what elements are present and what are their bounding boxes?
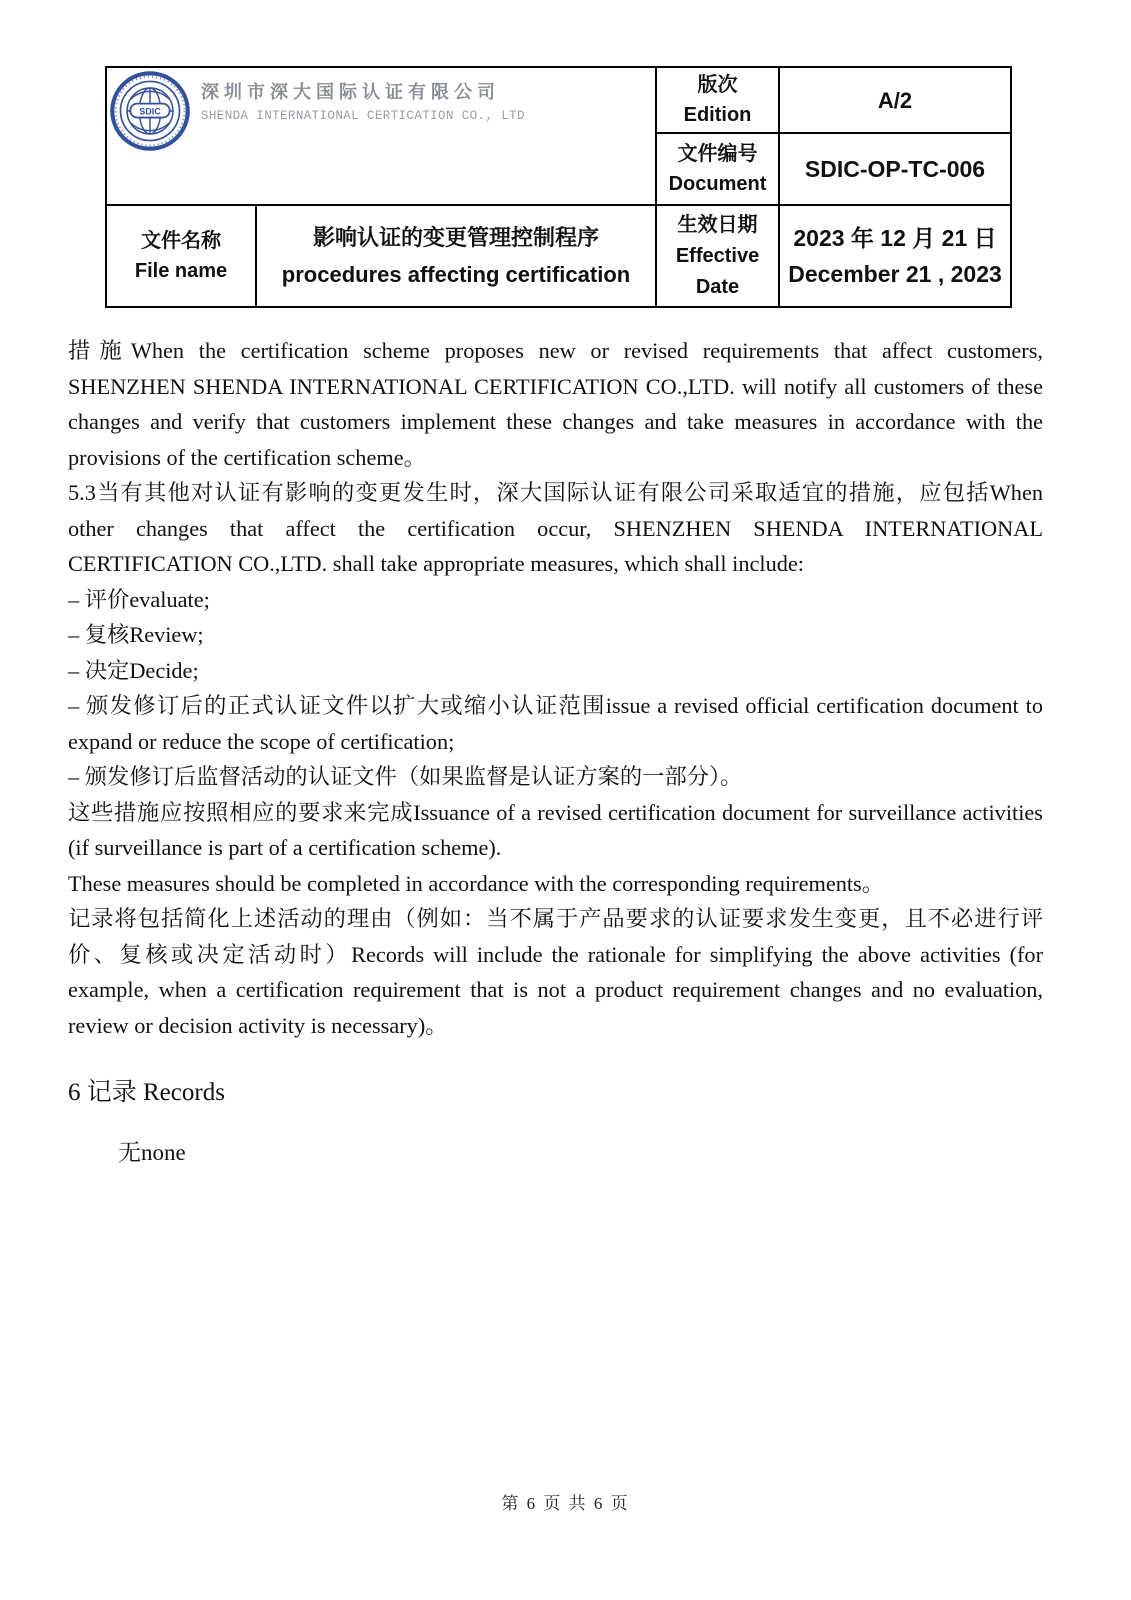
- effective-date-label-cn: 生效日期: [677, 213, 758, 236]
- document-number-value: [779, 133, 1011, 205]
- company-logo-cell: [106, 67, 656, 205]
- document-body: [68, 333, 1043, 1167]
- document-header-table: [105, 66, 1012, 308]
- bullet-review: – 复核Review;: [68, 622, 204, 647]
- file-name-label-en: File name: [134, 260, 228, 282]
- paragraph-5-3: 5.3当有其他对认证有影响的变更发生时，深大国际认证有限公司采取适宜的措施，应包括When other changes that affect the certification occur, SHENZHEN SHENDA INTERNATIONAL CERTIFICATION CO.,LTD. shall take appropriate measures, which shall include:: [68, 480, 1043, 576]
- paragraph-records-rationale: 记录将包括简化上述活动的理由（例如：当不属于产品要求的认证要求发生变更，且不必进行评价、复核或决定活动时）Records will include the rationale for simplifying the above activities (for example, when a certification requirement that is not a product requirement changes and no evaluation, review or decision activity is necessary)。: [68, 906, 1043, 1038]
- effective-date-label: [656, 205, 779, 307]
- effective-date-label-en1: Effective: [675, 244, 760, 267]
- bullet-issue-revised-document: – 颁发修订后的正式认证文件以扩大或缩小认证范围issue a revised official certification document to expand or reduce the scope of certification;: [68, 693, 1043, 754]
- company-names: [201, 70, 525, 123]
- file-name-value-en: procedures affecting certification: [281, 262, 631, 287]
- paragraph-measures-completed: These measures should be completed in accordance with the corresponding requirements。: [68, 870, 885, 896]
- file-name-value: [256, 205, 656, 307]
- edition-value-text: A/2: [877, 87, 913, 113]
- effective-date-value-en: December 21 , 2023: [788, 261, 1002, 287]
- document-number-label-en: Document: [668, 173, 767, 195]
- section-heading-records: 6 记录 Records: [68, 1079, 225, 1106]
- company-name-cn: 深圳市深大国际认证有限公司: [201, 82, 500, 102]
- edition-label-cn: 版次: [697, 74, 738, 96]
- bullet-surveillance-document: – 颁发修订后监督活动的认证文件（如果监督是认证方案的一部分）。: [68, 764, 743, 789]
- bullet-decide: – 决定Decide;: [68, 657, 199, 683]
- bullet-evaluate: – 评价evaluate;: [68, 586, 210, 612]
- edition-label: [656, 67, 779, 133]
- records-value: 无none: [118, 1140, 186, 1165]
- file-name-label-cn: 文件名称: [141, 230, 221, 252]
- company-name-en: SHENDA INTERNATIONAL CERTICATION CO., LTD: [201, 109, 525, 123]
- effective-date-value: [779, 205, 1011, 307]
- paragraph-issuance: 这些措施应按照相应的要求来完成Issuance of a revised certification document for surveillance activities (if surveillance is part of a certification scheme).: [68, 799, 1043, 860]
- logo-row: [109, 70, 653, 152]
- page-number: 第 6 页 共 6 页: [501, 1494, 630, 1513]
- document-number-value-text: SDIC-OP-TC-006: [804, 155, 986, 182]
- svg-text:SDIC: SDIC: [139, 106, 161, 117]
- document-number-label: [656, 133, 779, 205]
- document-number-label-cn: 文件编号: [677, 143, 758, 165]
- file-name-value-cn: 影响认证的变更管理控制程序: [313, 225, 600, 250]
- edition-value: [779, 67, 1011, 133]
- paragraph-measures: 措施When the certification scheme proposes new or revised requirements that affect customers, SHENZHEN SHENDA INTERNATIONAL CERTIFICATION CO.,LTD. will notify all customers of these changes and verify that customers implement these changes and take measures in accordance with the provisions of the certification scheme。: [68, 338, 1043, 470]
- effective-date-label-en2: Date: [695, 275, 740, 298]
- file-name-label: [106, 205, 256, 307]
- effective-date-value-cn: 2023 年 12 月 21 日: [793, 225, 997, 251]
- edition-label-en: Edition: [683, 104, 752, 126]
- company-logo-icon: [109, 70, 191, 152]
